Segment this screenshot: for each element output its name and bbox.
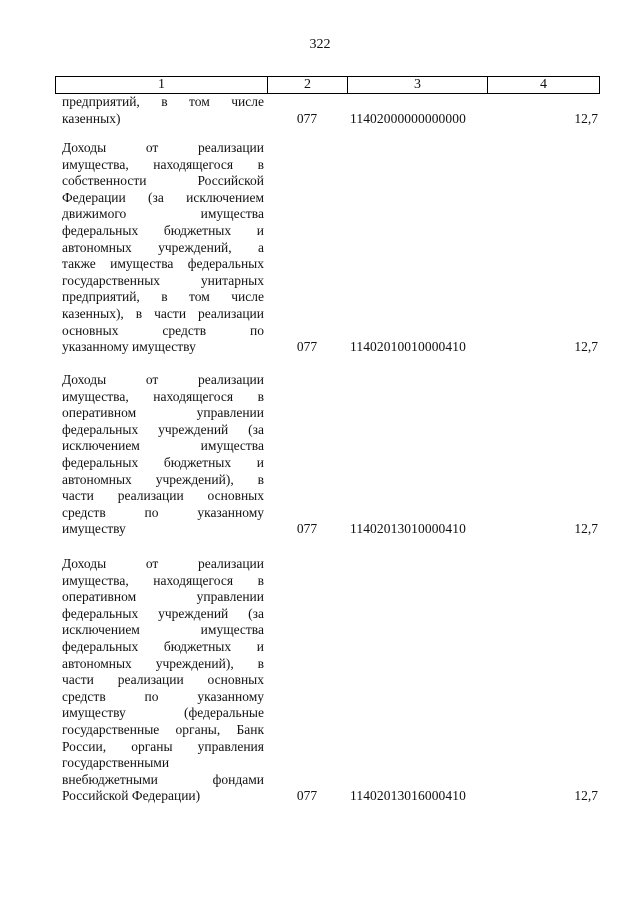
column-header-1: 1 [56,77,268,94]
description-line: имуществу [62,521,126,537]
row-budget-code: 11402000000000000 [350,110,466,126]
row-amount: 12,7 [574,339,598,355]
description-line: части реализации основных [62,672,264,688]
description-line: средств по указанному [62,504,264,520]
description-line: Федерации (за исключением [62,189,264,205]
column-header-table [55,76,600,94]
description-line: казенных) [62,110,121,126]
description-line: предприятий, в том числе [62,94,264,109]
description-line: Доходы от реализации [62,556,264,571]
description-line: оперативном управлении [62,405,264,421]
description-line: указанному имуществу [62,339,196,355]
description-line: имущества, находящегося в [62,572,264,588]
description-line: внебюджетными фондами [62,771,264,787]
description-line: России, органы управления [62,738,264,754]
description-line: автономных учреждений), в [62,471,264,487]
description-line: государственными [62,755,170,771]
description-line: исключением имущества [62,622,264,638]
column-header-2: 2 [268,77,348,94]
description-line: федеральных бюджетных и [62,454,264,470]
column-header-row [56,77,600,94]
row-admin-code: 077 [296,339,318,355]
description-line: собственности Российской [62,173,264,189]
description-line: федеральных бюджетных и [62,222,264,238]
row-admin-code: 077 [296,788,318,804]
description-line: казенных), в части реализации [62,305,264,321]
row-budget-code: 11402013010000410 [350,521,466,537]
description-line: оперативном управлении [62,589,264,605]
description-line: имуществу (федеральные [62,705,264,721]
description-line: федеральных бюджетных и [62,638,264,654]
description-line: Российской Федерации) [62,788,201,804]
description-line: предприятий, в том числе [62,289,264,305]
row-description [62,372,264,538]
row-amount: 12,7 [574,788,598,804]
description-line: автономных учреждений), в [62,655,264,671]
row-amount: 12,7 [574,110,598,126]
description-line: имущества, находящегося в [62,156,264,172]
row-description [62,140,264,356]
row-budget-code: 11402010010000410 [350,339,466,355]
row-description [62,94,264,127]
description-line: исключением имущества [62,438,264,454]
description-line: автономных учреждений, а [62,239,264,255]
description-line: федеральных учреждений (за [62,605,264,621]
description-line: Доходы от реализации [62,140,264,155]
row-budget-code: 11402013016000410 [350,788,466,804]
description-line: движимого имущества [62,206,264,222]
description-line: части реализации основных [62,488,264,504]
description-line: государственные органы, Банк [62,721,264,737]
row-admin-code: 077 [296,521,318,537]
page-number: 322 [309,37,331,52]
description-line: Доходы от реализации [62,372,264,387]
description-line: государственных унитарных [62,272,264,288]
description-line: основных средств по [62,322,264,338]
description-line: федеральных учреждений (за [62,421,264,437]
description-line: средств по указанному [62,688,264,704]
description-line: также имущества федеральных [62,256,264,272]
description-line: имущества, находящегося в [62,388,264,404]
row-admin-code: 077 [296,110,318,126]
row-description [62,556,264,805]
column-header-4: 4 [488,77,600,94]
row-amount: 12,7 [574,521,598,537]
column-header-3: 3 [348,77,488,94]
